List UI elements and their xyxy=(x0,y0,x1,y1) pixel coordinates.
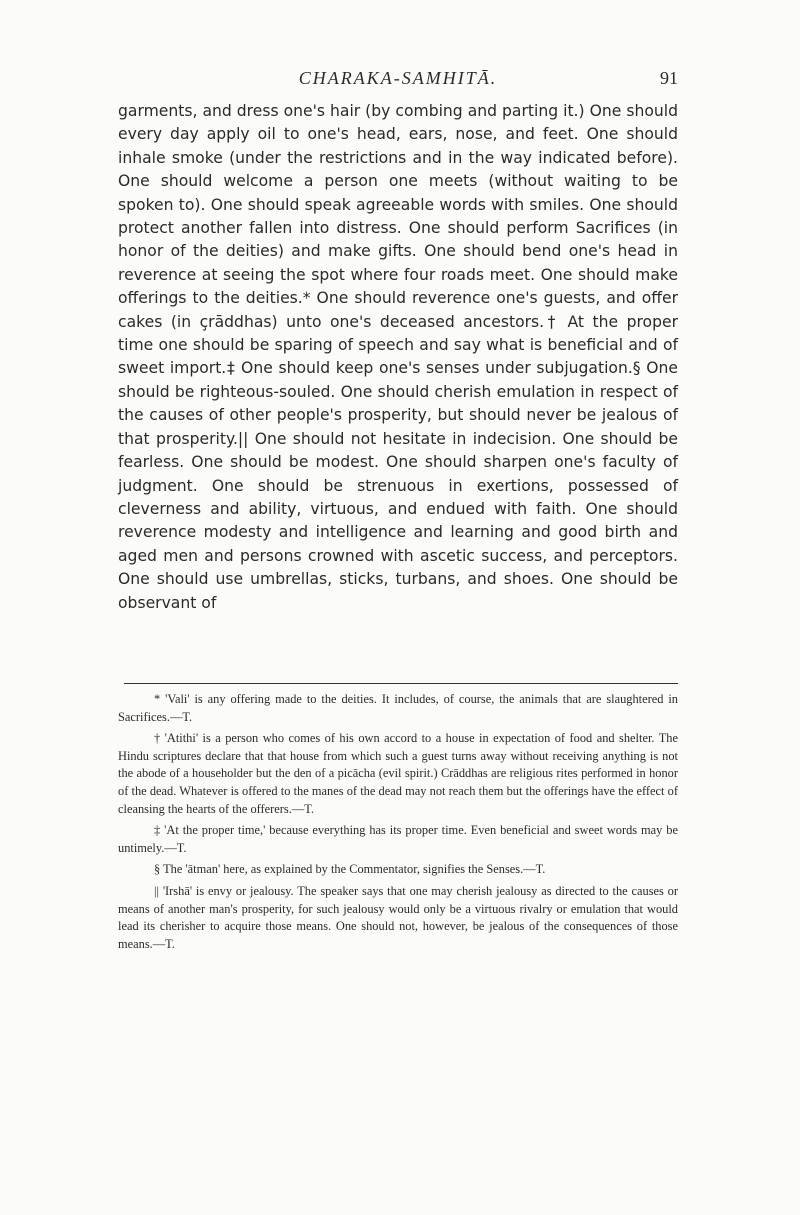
footnote-divider xyxy=(124,683,678,684)
footnote-mark: * xyxy=(154,692,161,706)
footnote-text: 'Vali' is any offering made to the deities. It includes, of course, the animals that are slaughtered in Sacrifices.—T. xyxy=(118,692,678,724)
footnote-mark: ‡ xyxy=(154,823,161,838)
running-title: CHARAKA-SAMHITĀ. xyxy=(298,68,498,88)
footnote-text: 'Irshā' is envy or jealousy. The speaker says that one may cherish jealousy as directed to the causes or means of another man's prosperity, for such jealousy would only be a virtuous rivalry or emulation that would lead its cherisher to acquire those means. One should not, however, be jealous of the consequences of those means.—T. xyxy=(118,883,678,951)
footnote xyxy=(118,861,678,879)
footnote xyxy=(118,691,678,726)
main-text xyxy=(118,100,678,615)
footnote-text: 'At the proper time,' because everything has its proper time. Even beneficial and sweet words may be untimely.—T. xyxy=(118,823,678,855)
footnote-mark: || xyxy=(154,883,159,898)
page-header xyxy=(118,66,678,96)
body-paragraph: garments, and dress one's hair (by combing and parting it.) One should every day apply oil to one's head, ears, nose, and feet. One should inhale smoke (under the restrictions and in the way indicated before). One should welcome a person one meets (without waiting to be spoken to). One should speak agreeable words with smiles. One should protect another fallen into distress. One should perform Sacrifices (in honor of the deities) and make gifts. One should bend one's head in reverence at seeing the spot where four roads meet. One should make offerings to the deities.* One should reverence one's guests, and offer cakes (in çrāddhas) unto one's deceased ancestors.† At the proper time one should be sparing of speech and say what is beneficial and of sweet import.‡ One should keep one's senses under subjugation.§ One should be righteous-souled. One should cherish emulation in respect of the causes of other people's prosperity, but should never be jealous of that prosperity.|| One should not hesitate in indecision. One should be fearless. One should be modest. One should sharpen one's faculty of judgment. One should be strenuous in exertions, possessed of cleverness and ability, virtuous, and endued with faith. One should reverence modesty and intelligence and learning and good birth and aged men and persons crowned with ascetic success, and perceptors. One should use umbrellas, sticks, turbans, and shoes. One should be observant of xyxy=(118,102,678,612)
footnote xyxy=(118,730,678,818)
footnotes xyxy=(118,691,678,957)
footnote-text: The 'ātman' here, as explained by the Commentator, signifies the Senses.—T. xyxy=(163,862,546,877)
page-number: 91 xyxy=(660,68,678,88)
footnote-mark: § xyxy=(154,862,161,877)
footnote-mark: † xyxy=(154,731,161,746)
footnote xyxy=(118,822,678,857)
footnote-text: 'Atithi' is a person who comes of his own accord to a house in expectation of food and shelter. The Hindu scriptures declare that that house from which such a guest turns away without receiving anything is not the abode of a householder but the den of a picācha (evil spirit.) Crāddhas are religious rites performed in honor of the dead. Whatever is offered to the manes of the dead may not reach them but the offerings have the effect of cleansing the hearts of the offerers.—T. xyxy=(118,731,678,816)
footnote xyxy=(118,883,678,953)
